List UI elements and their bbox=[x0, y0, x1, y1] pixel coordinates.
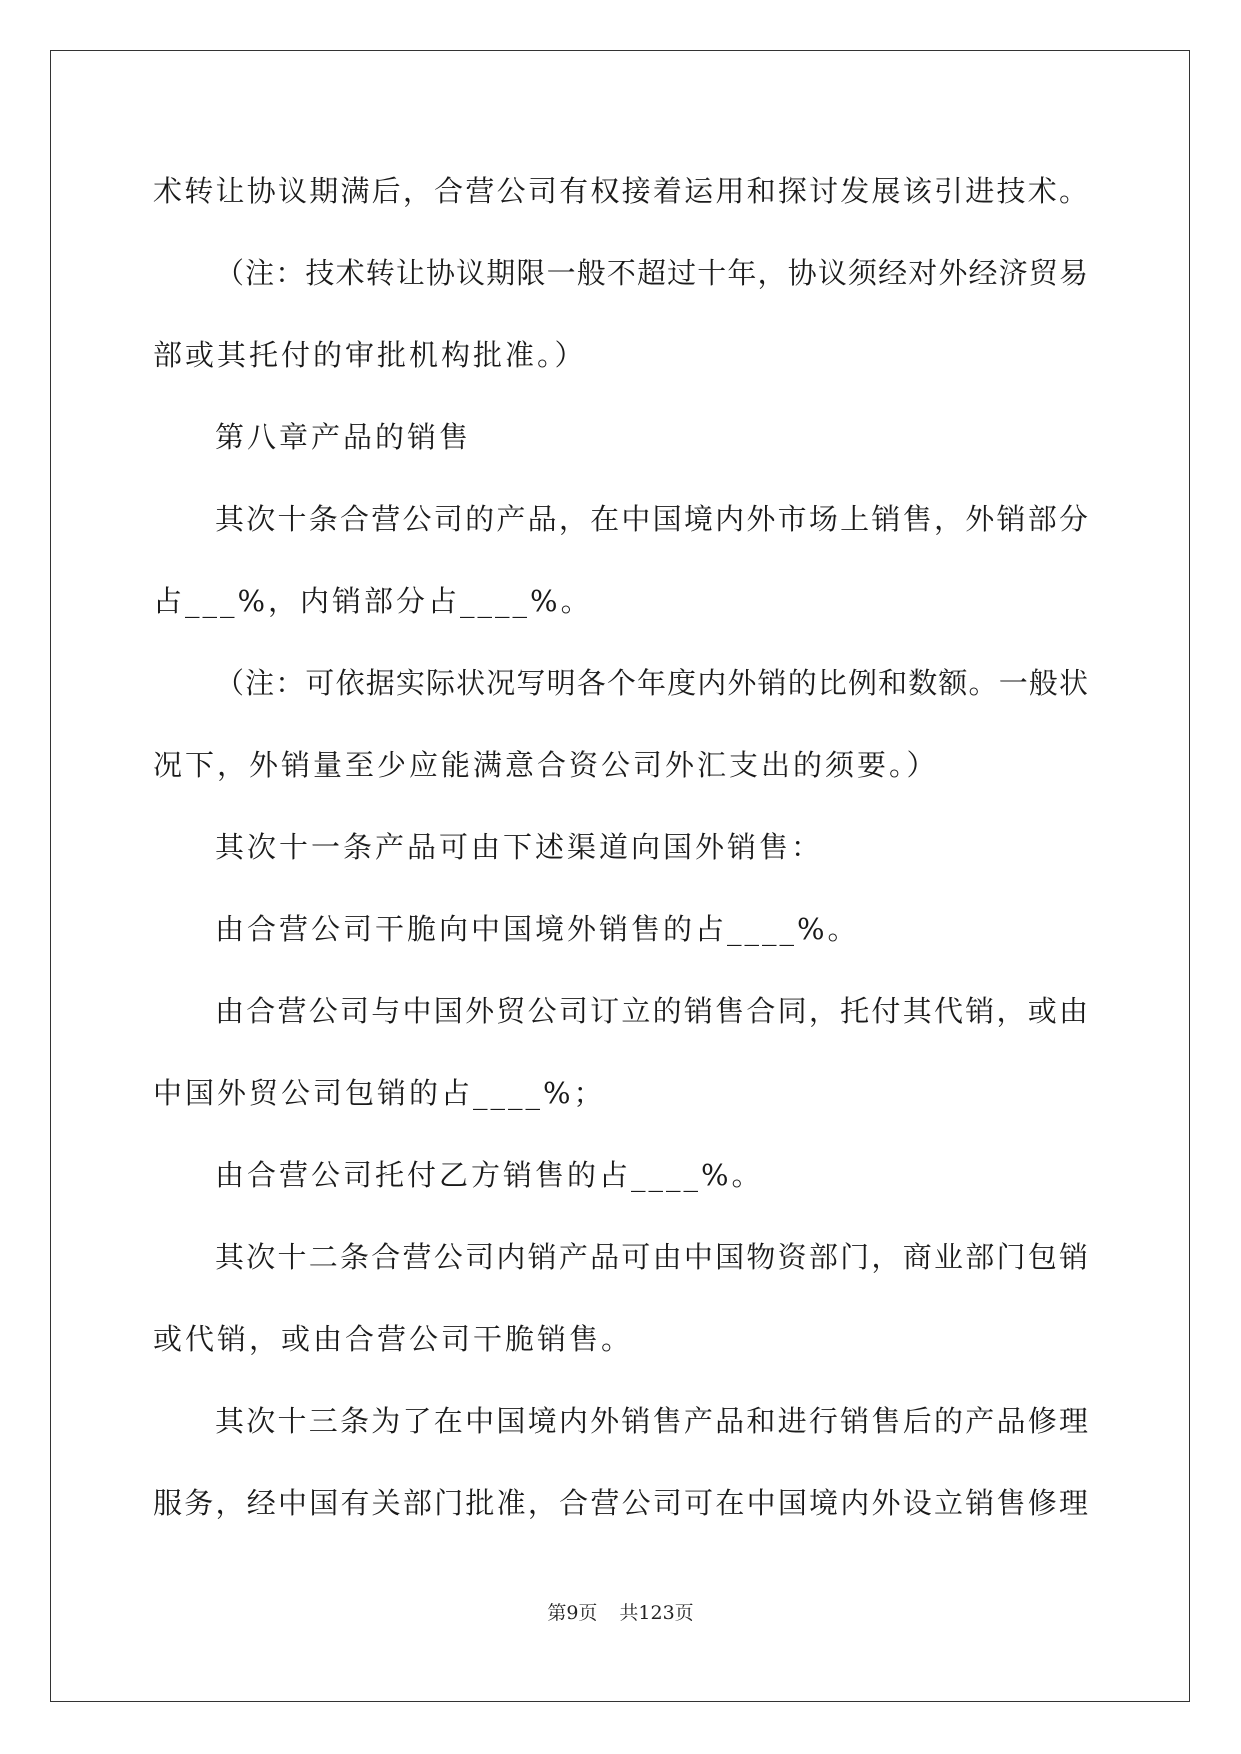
body-line-9: 其次十一条产品可由下述渠道向国外销售： bbox=[215, 830, 824, 864]
body-line-14: 其次十二条合营公司内销产品可由中国物资部门，商业部门包销 bbox=[215, 1240, 1088, 1274]
body-line-5: 其次十条合营公司的产品，在中国境内外市场上销售，外销部分 bbox=[215, 502, 1088, 536]
body-line-1: 术转让协议期满后，合营公司有权接着运用和探讨发展该引进技术。 bbox=[153, 174, 1088, 208]
body-line-2: （注：技术转让协议期限一般不超过十年，协议须经对外经济贸易 bbox=[215, 256, 1088, 290]
body-line-10: 由合营公司干脆向中国境外销售的占____%。 bbox=[215, 912, 860, 946]
body-line-7: （注：可依据实际状况写明各个年度内外销的比例和数额。一般状 bbox=[215, 666, 1088, 700]
body-line-15: 或代销，或由合营公司干脆销售。 bbox=[153, 1322, 634, 1356]
body-line-3: 部或其托付的审批机构批准。） bbox=[153, 338, 587, 372]
chapter-heading: 第八章产品的销售 bbox=[215, 420, 472, 454]
body-line-17: 服务，经中国有关部门批准，合营公司可在中国境内外设立销售修理 bbox=[153, 1486, 1088, 1520]
page-number: 第9页 bbox=[547, 1602, 598, 1624]
body-line-6: 占___%，内销部分占____%。 bbox=[153, 584, 593, 618]
body-line-13: 由合营公司托付乙方销售的占____%。 bbox=[215, 1158, 764, 1192]
body-line-11: 由合营公司与中国外贸公司订立的销售合同，托付其代销，或由 bbox=[215, 994, 1088, 1028]
body-line-8: 况下，外销量至少应能满意合资公司外汇支出的须要。） bbox=[153, 748, 939, 782]
body-line-12: 中国外贸公司包销的占____%； bbox=[153, 1076, 606, 1110]
body-line-16: 其次十三条为了在中国境内外销售产品和进行销售后的产品修理 bbox=[215, 1404, 1088, 1438]
document-body bbox=[153, 150, 1088, 1544]
page-footer bbox=[0, 1598, 1241, 1625]
page-total: 共123页 bbox=[619, 1602, 694, 1624]
